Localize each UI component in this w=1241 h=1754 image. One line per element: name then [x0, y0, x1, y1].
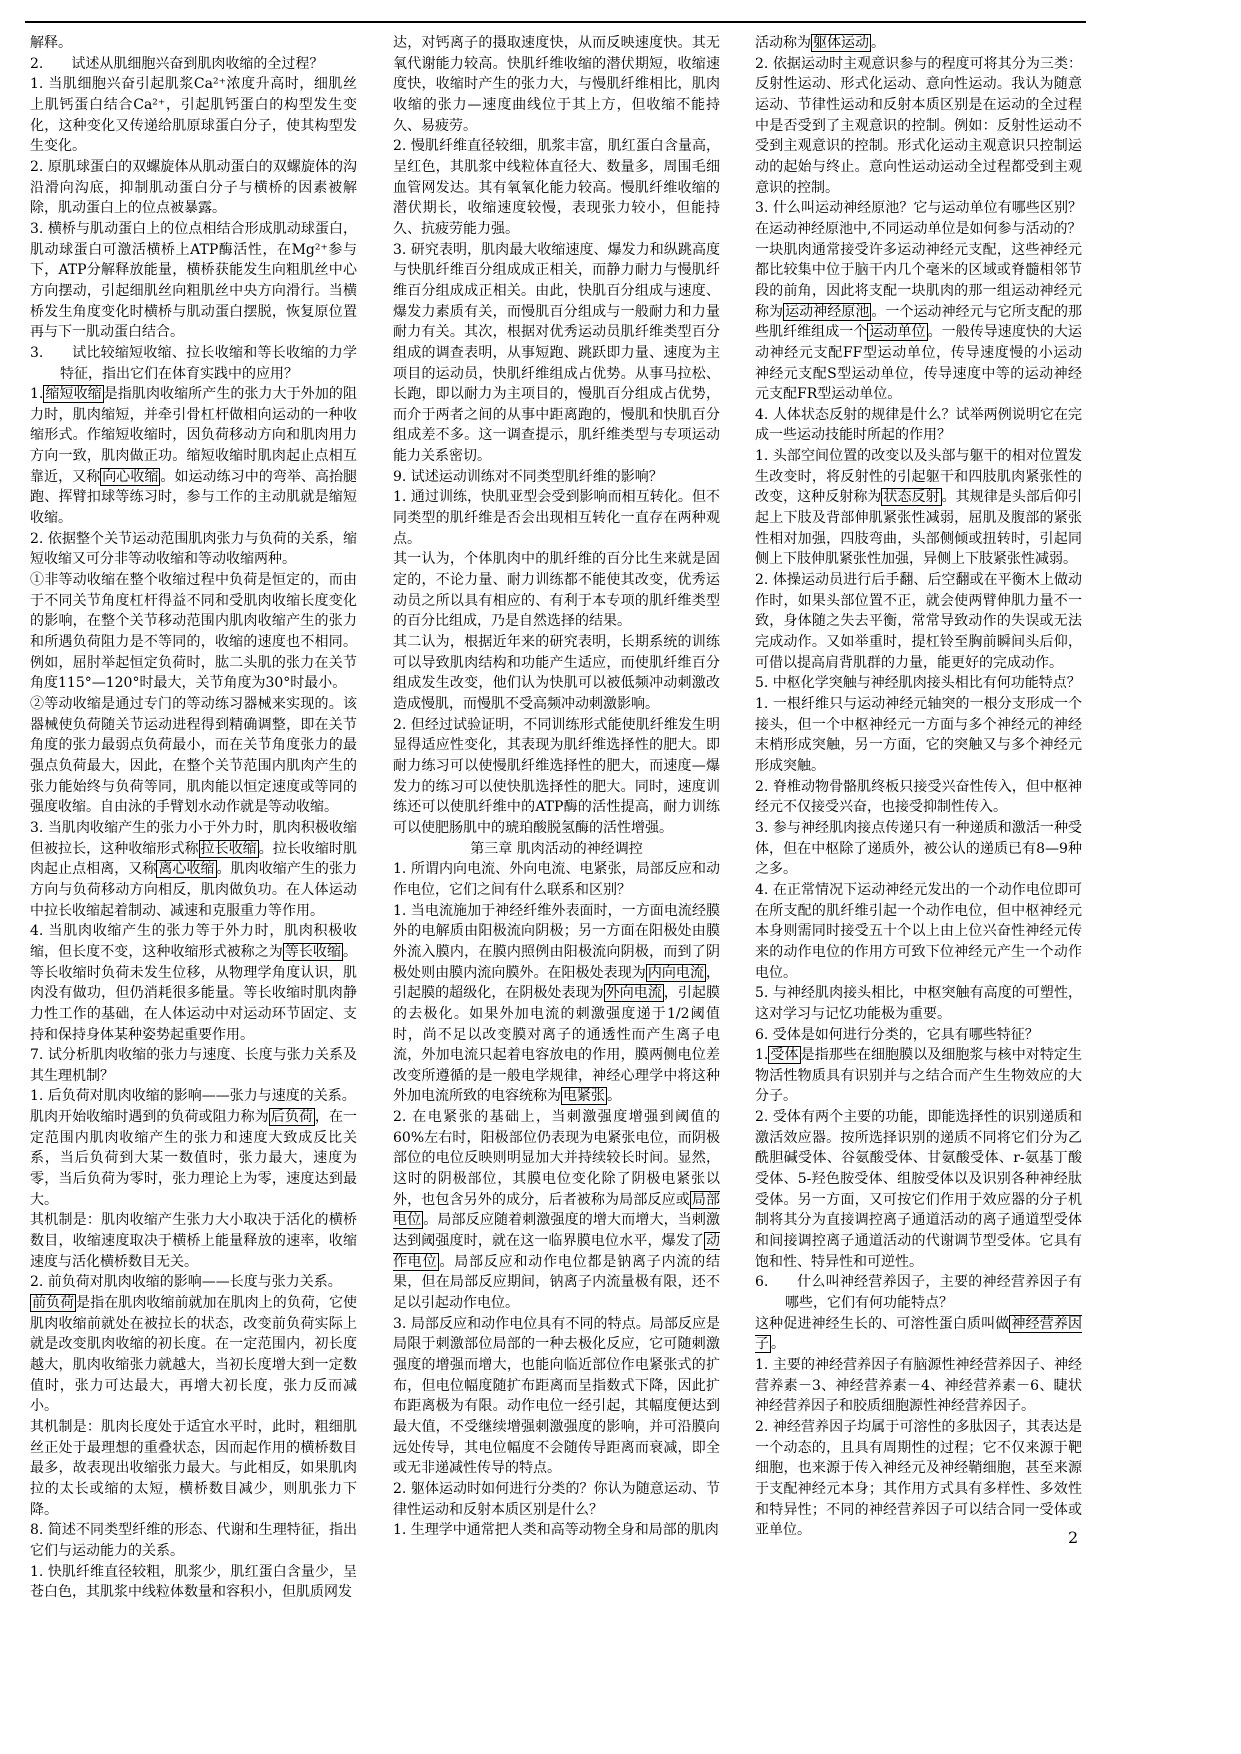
- paragraph: [30, 33, 357, 54]
- text-run: 4. 人体状态反射的规律是什么？试举两例说明它在完成一些运动技能时所起的作用？: [755, 406, 1082, 444]
- text-run: 4. 在正常情况下运动神经元发出的一个动作电位即可在所支配的肌纤维引起一个动作电位，但中枢神经元本身则需同时接受五十个以上由上位兴奋性神经元传来的动作电位的作用方可致下位神经元产生一个动作电位。: [755, 881, 1082, 981]
- text-run: 3. 什么叫运动神经原池？它与运动单位有哪些区别？在运动神经原池中,不同运动单位是如何参与活动的？: [755, 200, 1082, 237]
- paragraph: [30, 1520, 357, 1561]
- header-rule: [25, 21, 1086, 23]
- text-run: 2. 但经过试验证明，不同训练形式能使肌纤维发生明显得适应性变化，其表现为肌纤维选择性的肥大。即耐力练习可以使慢肌纤维选择性的肥大，而速度—爆发力的练习可以使快肌选择性的肥大。同时，速度训练还可以使肌纤维中的ATP酶的活性提高，耐力训练可以使肥肠肌中的琥珀酸脱氢酶的活性增强。: [393, 716, 720, 836]
- text-run: 2. 躯体运动时如何进行分类的？你认为随意运动、节律性运动和反射本质区别是什么？: [393, 1480, 720, 1518]
- text-run: 第三章 肌肉活动的神经调控: [470, 840, 643, 857]
- paragraph: [755, 880, 1082, 983]
- paragraph: [30, 1045, 357, 1086]
- paragraph: [393, 715, 720, 839]
- paragraph: [30, 157, 357, 219]
- boxed-term: 动作电位: [393, 1233, 720, 1270]
- text-run: 2. 慢肌纤维直径较细，肌浆丰富，肌红蛋白含量高，呈红色，其肌浆中线粒体直径大、数量多，周围毛细血管网发达。其有氧氧化能力较高。慢肌纤维收缩的潜伏期长，收缩速度较慢，表现张力较小，但能持久、抗疲劳能力强。: [393, 138, 720, 237]
- paragraph: [393, 901, 720, 1108]
- text-run: 其二认为，根据近年来的研究表明，长期系统的训练可以导致肌肉结构和功能产生适应，而使肌纤维百分组成发生改变，他们认为快肌可以被低频冲动刺激改造成慢肌，而慢肌不受高频冲动刺激影响。: [393, 634, 720, 712]
- paragraph: [30, 1272, 357, 1293]
- text-run: 2. 原肌球蛋白的双螺旋体从肌动蛋白的双螺旋体的沟沿滑向沟底，抑制肌动蛋白分子与横桥的因素被解除，肌动蛋白上的位点被暴露。: [30, 158, 357, 217]
- text-run: 。: [607, 1088, 621, 1105]
- paragraph: [755, 818, 1082, 880]
- text-run: 。局部反应和动作电位都是钠离子内流的结果，但在局部反应期间，钠离子内流量极有限，还不足以引起动作电位。: [393, 1253, 721, 1312]
- boxed-term: 内向电流: [647, 964, 705, 981]
- paragraph: [755, 1107, 1082, 1272]
- paragraph: [755, 54, 1082, 199]
- boxed-term: 受体: [770, 1047, 799, 1064]
- paragraph: [755, 1314, 1082, 1355]
- boxed-term: 局部电位: [393, 1191, 721, 1229]
- text-run: 1. 主要的神经营养因子有脑源性神经营养因子、神经营养素－3、神经营养素－4、神经营养素－6、睫状神经营养因子和胶质细胞源性神经营养因子。: [755, 1357, 1082, 1415]
- paragraph: [30, 343, 357, 384]
- text-run: 一块肌肉通常接受许多运动神经元支配，这些神经元都比较集中位于脑干内几个毫米的区域或脊髓相邻节段的前角，因此将支配一块肌肉的那一组运动神经元称为: [755, 241, 1082, 320]
- text-run: 2. 受体有两个主要的功能，即能选择性的识别递质和激活效应器。按所选择识别的递质不同将它们分为乙酰胆碱受体、谷氨酸受体、甘氨酸受体、r-氨基丁酸受体、5-羟色胺受体、组胺受体以及识别各种神经肽受体。另一方面，又可按它们作用于效应器的分子机制将其分为直接调控离子通道活动的离子通道型受体和间接调控离子通道活动的代谢调节型受体。它具有饱和性、特异性和可逆性。: [755, 1109, 1082, 1270]
- text-run: 4. 当肌肉收缩产生的张力等于外力时，肌肉积极收缩，但长度不变，这种收缩形式被称之为: [30, 923, 357, 960]
- text-run: ，引起膜的去极化。如果外加电流的刺激强度递于1/2阈值时，尚不足以改变膜对离子的通透性而产生离子电流，外加电流只起着电容放电的作用，膜两侧电位差改变所遵循的是一般电学规律，神经心理学中将这种外加电流所致的电容统称为: [393, 985, 721, 1105]
- boxed-term: 后负荷: [270, 1109, 313, 1126]
- text-column-1: [30, 33, 357, 1603]
- paragraph: [755, 1355, 1082, 1417]
- text-run: 2. 脊椎动物骨骼肌终板只接受兴奋性传入，但中枢神经元不仅接受兴奋，也接受抑制性传入。: [755, 778, 1082, 816]
- paragraph: [755, 570, 1082, 673]
- text-run: 1. 快肌纤维直径较粗，肌浆少，肌红蛋白含量少，呈苍白色，其肌浆中线粒体数量和容积小，但肌质网发: [30, 1563, 357, 1601]
- paragraph: [30, 1293, 357, 1417]
- text-run: 3. 研究表明，肌肉最大收缩速度、爆发力和纵跳高度与快肌纤维百分组成成正相关，而静力耐力与慢肌纤维百分组成成正相关。由此，快肌百分组成与速度、爆发力素质有关，而慢肌百分组成与一般耐力和力量耐力有关。其次，根据对优秀运动员肌纤维类型百分组成的调查表明，从事短跑、跳跃即力量、速度为主项目的运动员，快肌纤维组成占优势。从事马拉松、长跑，即以耐力为主项目的，慢肌百分组成占优势，而介于两者之间的从事中距离跑的，慢肌和快肌百分组成差不多。这一调查提示，肌纤维类型与专项运动能力关系密切。: [393, 241, 720, 465]
- boxed-term: 离心收缩: [158, 861, 215, 878]
- text-run: 肌肉开始收缩时遇到的负荷或阻力称为: [30, 1109, 269, 1126]
- text-run: 6. 什么叫神经营养因子，主要的神经营养因子有哪些，它们有何功能特点？: [755, 1274, 1082, 1312]
- text-run: 。一个运动神经元与它所支配的那些肌纤维组成一个: [755, 303, 1083, 341]
- text-run: ，引起膜的超级化，在阴极处表现为: [393, 964, 721, 1002]
- boxed-term: 缩短收缩: [45, 386, 102, 403]
- text-run: 1. 当肌细胞兴奋引起肌浆Ca²⁺浓度升高时，细肌丝上肌钙蛋白结合Ca²⁺，引起肌钙蛋白的构型发生变化，这种变化又传递给肌原球蛋白分子，使其构型发生变化。: [30, 76, 357, 155]
- text-run: 2. 依据运动时主观意识参与的程度可将其分为三类：反射性运动、形式化运动、意向性运动。我认为随意运动、节律性运动和反射本质区别是在运动的全过程中是否受到了主观意识的控制。例如：反射性运动不受到主观意识的控制。形式化运动主观意识只控制运动的起始与终止。意向性运动运动全过程都受到主观意识的控制。: [755, 55, 1082, 196]
- text-run: 2. 在电紧张的基础上，当刺激强度增强到阈值的60%左右时，阳极部位仍表现为电紧张电位，而阴极部位的电位反映则明显加大并持续较长时间。显然，这时的阴极部位，其膜电位变化除了阴极电紧张以外，也包含另外的成分，后者被称为局部反应或: [393, 1109, 720, 1208]
- paragraph: [755, 1045, 1082, 1107]
- text-run: 是指在肌肉收缩前就加在肌肉上的负荷，它使肌肉收缩前就处在被拉长的状态，改变前负荷实际上就是改变肌肉收缩的初长度。在一定范围内，初长度越大，肌肉收缩张力就越大，当初长度增大到一定数值时，张力可达最大，再增大初长度，张力反而减小。: [30, 1295, 358, 1415]
- chapter-heading: [393, 839, 720, 860]
- paragraph: [30, 694, 357, 818]
- paragraph: [755, 694, 1082, 777]
- text-run: ①非等动收缩在整个收缩过程中负荷是恒定的，而由于不同关节角度杠杆得益不同和受肌肉收缩长度变化的影响，在整个关节移动范围内肌肉收缩产生的张力和所遇负荷阻力是不等同的，收缩的速度也不相同。例如，屈肘举起恒定负荷时，肱二头肌的张力在关节角度115°—120°时最大，关节角度为30°时最小。: [30, 572, 357, 692]
- text-run: 1. 通过训练，快肌亚型会受到影响而相互转化。但不同类型的肌纤维是否会出现相互转化一直存在两种观点。: [393, 489, 720, 547]
- text-run: ，在一定范围内肌肉收缩产生的张力和速度大致成反比关系，当后负荷到大某一数值时，张力最大，速度为零，当后负荷为零时，张力理论上为零，速度达到最大。: [30, 1109, 358, 1208]
- text-run: 1. 头部空间位置的改变以及头部与躯干的相对位置发生改变时，将反射性的引起躯干和四肢肌肉紧张性的改变，这种反射称为: [755, 448, 1082, 506]
- boxed-term: 状态反射: [883, 489, 940, 506]
- paragraph: [393, 1520, 720, 1541]
- text-run: 是指那些在细胞膜以及细胞浆与核中对特定生物活性物质具有识别并与之结合而产生生物效应的大分子。: [755, 1047, 1083, 1105]
- paragraph: [393, 1314, 720, 1479]
- boxed-term: 运动神经原池: [785, 303, 870, 320]
- paragraph: [30, 570, 357, 694]
- paragraph: [755, 405, 1082, 446]
- text-run: 5. 与神经肌肉接头相比，中枢突触有高度的可塑性，这对学习与记忆功能极为重要。: [755, 985, 1082, 1022]
- text-run: 9. 试述运动训练对不同类型肌纤维的影响？: [393, 468, 663, 485]
- text-run: ②等动收缩是通过专门的等动练习器械来实现的。该器械使负荷随关节运动进程得到精确调整，即在关节角度的张力最弱点负荷最小，而在关节角度张力的最强点负荷最大，因此，在整个关节范围内肌肉产生的张力能始终与负荷等同，肌肉能以恒定速度或等同的强度收缩。自由泳的手臂划水动作就是等动收缩。: [30, 696, 357, 816]
- boxed-term: 电紧张: [563, 1088, 605, 1105]
- paragraph: [393, 1107, 720, 1314]
- text-run: 7. 试分析肌肉收缩的张力与速度、长度与张力关系及其生理机制？: [30, 1047, 357, 1084]
- paragraph: [30, 1562, 357, 1603]
- text-run: 。其规律是头部后仰引起上下肢及背部伸肌紧张性减弱，屈肌及腹部的紧张性相对加强，四肢弯曲，头部侧倾或扭转时，引起同侧上下肢伸肌紧张性加强，异侧上下肢紧张性减弱。: [755, 489, 1083, 568]
- text-run: 其机制是：肌肉收缩产生张力大小取决于活化的横桥数目，收缩速度取决于横桥上能量释放的速率，收缩速度与活化横桥数目无关。: [30, 1212, 357, 1270]
- paragraph: [755, 983, 1082, 1024]
- text-run: 3. 局部反应和动作电位具有不同的特点。局部反应是局限于刺激部位局部的一种去极化反应，它可随刺激强度的增强而增大，也能向临近部位作电紧张式的扩布，但电位幅度随扩布距离而呈指数式下降，因此扩布距离极为有限。动作电位一经引起，其幅度便达到最大值，不受继续增强刺激强度的影响，并可沿膜向远处传导，其电位幅度不会随传导距离而衰减，即全或无非递减性传导的特点。: [393, 1315, 720, 1477]
- text-run: 。等长收缩时负荷未发生位移，从物理学角度认识，肌肉没有做功，但仍消耗很多能量。等长收缩时肌肉静力性工作的基础，在人体运动中对运动环节固定、支持和保持身体某种姿势起重要作用。: [30, 943, 358, 1043]
- text-run: 。肌肉收缩产生的张力方向与负荷移动方向相反，肌肉做负功。在人体运动中拉长收缩起着制动、减速和克服重力等作用。: [30, 861, 358, 919]
- text-run: 解释。: [30, 35, 72, 51]
- paragraph: [393, 487, 720, 549]
- text-run: 2. 神经营养因子均属于可溶性的多肽因子，其表达是一个动态的，且具有周期性的过程；它不仅来源于靶细胞，也来源于传入神经元及神经鞘细胞，甚至来源于支配神经元本身；其作用方式具有多样性、多效性和特异性；不同的神经营养因子可以结合同一受体或亚单位。: [755, 1418, 1082, 1539]
- paragraph: [393, 632, 720, 715]
- boxed-term: 拉长收缩: [200, 840, 257, 857]
- paragraph: [30, 1107, 357, 1210]
- paragraph: [755, 33, 1082, 54]
- boxed-term: 运动单位: [869, 324, 926, 341]
- text-run: 1.: [30, 386, 44, 403]
- boxed-term: 向心收缩: [102, 468, 159, 485]
- text-run: 3. 参与神经肌肉接点传递只有一种递质和激活一种受体，但在中枢除了递质外，被公认的递质已有8—9种之多。: [755, 819, 1082, 878]
- paragraph: [30, 529, 357, 570]
- paragraph: [30, 384, 357, 529]
- text-column-2: [393, 33, 720, 1541]
- boxed-term: 等长收缩: [284, 943, 342, 960]
- text-run: 。一般传导速度快的大运动神经元支配FF型运动单位，传导速度慢的小运动神经元支配S型运动单位，传导速度中等的运动神经元支配FR型运动单位。: [755, 324, 1083, 403]
- paragraph: [30, 1086, 357, 1107]
- paragraph: [30, 54, 357, 75]
- paragraph: [30, 921, 357, 1045]
- paragraph: [393, 240, 720, 467]
- text-run: 3. 当肌肉收缩产生的张力小于外力时，肌肉积极收缩但被拉长，这种收缩形式称: [30, 819, 357, 857]
- paragraph: [755, 1417, 1082, 1541]
- paragraph: [393, 549, 720, 632]
- text-run: 。如运动练习中的弯举、高抬腿跑、挥臂扣球等练习时，参与工作的主动肌就是缩短收缩。: [30, 468, 358, 527]
- paragraph: [755, 240, 1082, 405]
- paragraph: [393, 136, 720, 239]
- text-run: 其一认为，个体肌肉中的肌纤维的百分比生来就是固定的，不论力量、耐力训练都不能使其改变，优秀运动员之所以具有相应的、有利于本专项的肌纤维类型的百分比组成，乃是自然选择的结果。: [393, 551, 720, 630]
- text-run: 达，对钙离子的摄取速度快，从而反映速度快。其无氧代谢能力较高。快肌纤维收缩的潜伏期短，收缩速度快，收缩时产生的张力大，与慢肌纤维相比，肌肉收缩的张力—速度曲线位于其上方，但收缩不能持久、易疲劳。: [393, 35, 720, 134]
- boxed-term: 前负荷: [32, 1295, 75, 1312]
- paragraph: [30, 1210, 357, 1272]
- paragraph: [755, 777, 1082, 818]
- paragraph: [755, 1025, 1082, 1046]
- paragraph: [393, 859, 720, 900]
- text-run: 3. 试比较缩短收缩、拉长收缩和等长收缩的力学特征，指出它们在体育实践中的应用？: [30, 344, 357, 382]
- paragraph: [755, 673, 1082, 694]
- text-run: 1. 所谓内向电流、外向电流、电紧张，局部反应和动作电位，它们之间有什么联系和区别？: [393, 861, 720, 898]
- boxed-term: 神经营养因子: [755, 1315, 1083, 1353]
- text-run: 6. 受体是如何进行分类的，它具有哪些特征？: [755, 1026, 1039, 1043]
- text-run: 1. 后负荷对肌肉收缩的影响——张力与速度的关系。: [30, 1088, 356, 1105]
- paragraph: [755, 446, 1082, 570]
- text-run: 。局部反应随着刺激强度的增大而增大，当刺激达到阈强度时，就在这一临界膜电位水平，爆发了: [393, 1212, 721, 1250]
- text-run: 3. 横桥与肌动蛋白上的位点相结合形成肌动球蛋白，肌动球蛋白可激活横桥上ATP酶活性，在Mg²⁺参与下，ATP分解释放能量，横桥获能发生向粗肌丝中心方向摆动，引起细肌丝向粗肌丝中央方向滑行。当横桥发生角度变化时横桥与肌动蛋白摆脱，恢复原位置再与下一肌动蛋白结合。: [30, 220, 357, 341]
- paragraph: [393, 33, 720, 136]
- text-run: 活动称为: [755, 35, 811, 51]
- boxed-term: 躯体运动: [813, 35, 869, 51]
- text-run: 。: [871, 35, 885, 51]
- text-column-3: [755, 33, 1082, 1541]
- text-run: 是指肌肉收缩所产生的张力大于外加的阻力时，肌肉缩短，并牵引骨杠杆做相向运动的一种收缩形式。作缩短收缩时，因负荷移动方向和肌肉用力方向一致，肌肉做正功。缩短收缩时肌肉起止点相互靠近，又称: [30, 386, 358, 485]
- text-run: 8. 简述不同类型纤维的形态、代谢和生理特征，指出它们与运动能力的关系。: [30, 1522, 357, 1559]
- text-run: 1. 一根纤维只与运动神经元轴突的一根分支形成一个接头，但一个中枢神经元一方面与多个神经元的神经末梢形成突触，另一方面，它的突触又与多个神经元形成突触。: [755, 696, 1082, 774]
- paragraph: [393, 1479, 720, 1520]
- page-number: 2: [1068, 1528, 1079, 1547]
- paragraph: [30, 818, 357, 921]
- paragraph: [393, 467, 720, 488]
- text-run: 5. 中枢化学突触与神经肌肉接头相比有何功能特点？: [755, 675, 1081, 692]
- paragraph: [755, 1272, 1082, 1313]
- paragraph: [30, 74, 357, 157]
- text-run: 2. 体操运动员进行后手翻、后空翻或在平衡木上做动作时，如果头部位置不正，就会使两臂伸肌力量不一致，身体随之失去平衡，常常导致动作的失误或无法完成动作。又如举重时，提杠铃至胸前瞬间头后仰，可借以提高肩背肌群的力量，能更好的完成动作。: [755, 572, 1082, 671]
- text-run: 。: [771, 1336, 785, 1353]
- text-run: 2. 前负荷对肌肉收缩的影响——长度与张力关系。: [30, 1274, 342, 1291]
- paragraph: [755, 198, 1082, 239]
- text-run: 这种促进神经生长的、可溶性蛋白质叫做: [755, 1315, 1010, 1332]
- text-run: 其机制是：肌肉长度处于适宜水平时，此时，粗细肌丝正处于最理想的重叠状态，因而起作用的横桥数目最多，故表现出收缩张力最大。与此相反，如果肌肉拉的太长或缩的太短，横桥数目减少，则肌张力下降。: [30, 1418, 357, 1518]
- text-run: 2. 依据整个关节运动范围肌肉张力与负荷的关系，缩短收缩又可分非等动收缩和等动收缩两种。: [30, 530, 357, 568]
- text-run: 1. 生理学中通常把人类和高等动物全身和局部的肌肉: [393, 1522, 719, 1539]
- text-run: 2. 试述从肌细胞兴奋到肌肉收缩的全过程？: [30, 55, 324, 72]
- paragraph: [30, 1417, 357, 1520]
- paragraph: [30, 219, 357, 343]
- text-run: 1. 当电流施加于神经纤维外表面时，一方面电流经膜外的电解质由阳极流向阴极；另一方面在阳极处由膜外流入膜内，在膜内照例由阳极流向阴极，而到了阴极处则由膜内流向膜外。在阳极处表现为: [393, 902, 720, 981]
- text-run: 。拉长收缩时肌肉起止点相离，又称: [30, 840, 358, 878]
- text-run: 1.: [755, 1047, 769, 1064]
- boxed-term: 外向电流: [605, 985, 662, 1002]
